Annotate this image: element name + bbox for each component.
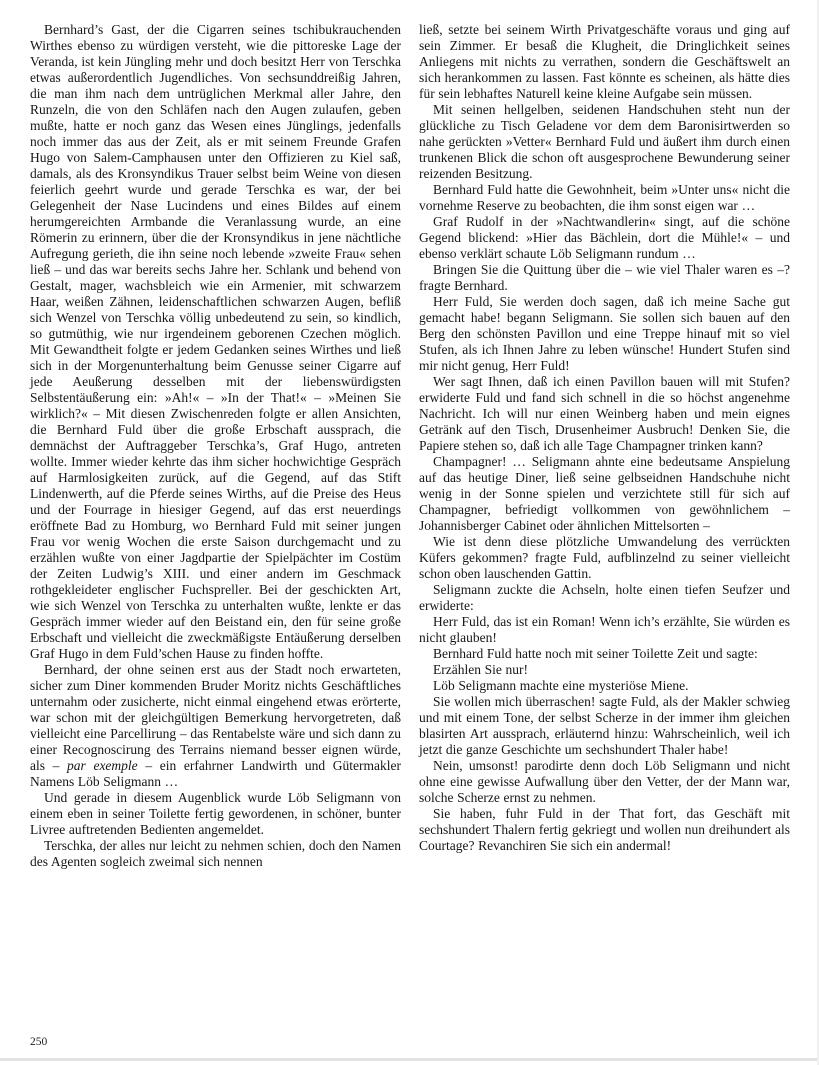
text-run: Erzählen Sie nur! [433,662,529,677]
text-run: Bernhard, der ohne seinen erst aus der Stadt noch erwarteten, sicher zum Diner kommenden Bruder Moritz nichts Geschäftliches unternahm oder zusicherte, nicht einmal eingehend etwas erörterte, war schon mit der gleichgültigen Bemerkung hervorgetreten, daß vielleicht eine Parcellirung – das Rentabelste wäre und sich dann zu einer Recognoscirung des Terrains niemand besser eignen würde, als – [30,662,401,773]
text-run: Graf Rudolf in der »Nachtwandlerin« singt, auf die schöne Gegend blickend: »Hier das Bächlein, dort die Mühle!« – und ebenso verklärt schaute Löb Seligmann rundum … [419,214,790,261]
paragraph [419,806,790,854]
paragraph [419,582,790,614]
paragraph [419,694,790,758]
paragraph [419,662,790,678]
paragraph [419,102,790,182]
text-run: Herr Fuld, Sie werden doch sagen, daß ich meine Sache gut gemacht habe! begann Seligmann. Sie sollen sich bauen auf den Berg den schönsten Pavillon und eine Treppe hinauf mit so viel Stufen, als ich Ihnen Jahre zu leben wünsche! Hundert Stufen sind mir nicht genug, Herr Fuld! [419,294,790,373]
italic-text-run: par exemple [67,758,138,773]
column-right [419,22,790,870]
text-run: Nein, umsonst! parodirte denn doch Löb Seligmann und nicht ohne eine gewisse Aufwallung über den Vetter, der der Mann war, solche Scherze ernst zu nehmen. [419,758,790,805]
paragraph [419,374,790,454]
text-run: Sie haben, fuhr Fuld in der That fort, das Geschäft mit sechshundert Thalern fertig gekriegt und wollen nun dreihundert als Courtage? Revanchiren Sie sich ein andermal! [419,806,790,853]
text-run: ließ, setzte bei seinem Wirth Privatgeschäfte voraus und ging auf sein Zimmer. Er besaß die Klugheit, die Dringlichkeit seines Anliegens mit nichts zu verrathen, sondern die Geschäftswelt an sich herankommen zu lassen. Fast könnte es scheinen, als hätte dies für sein lebhaftes Naturell keine kleine Aufgabe sein müssen. [419,22,790,101]
column-left [30,22,401,870]
text-run: Champagner! … Seligmann ahnte eine bedeutsame Anspielung auf das heutige Diner, ließ seine gelbseidnen Handschuhe nicht wenig in der Sonne spielen und verzichtete still für sich auf Champagner, befriedigt vollkommen von gewöhnlichem – Johannisberger Cabinet oder ähnlichen Mittelsorten – [419,454,790,533]
paragraph [30,662,401,790]
text-run: Bringen Sie die Quittung über die – wie viel Thaler waren es –? fragte Bernhard. [419,262,790,293]
text-run: Bernhard Fuld hatte noch mit seiner Toilette Zeit und sagte: [433,646,758,661]
paragraph [30,22,401,662]
paragraph [419,294,790,374]
paragraph [419,534,790,582]
paragraph [419,182,790,214]
paragraph [30,790,401,838]
paragraph [419,22,790,102]
text-run: Seligmann zuckte die Achseln, holte einen tiefen Seufzer und erwiderte: [419,582,790,613]
paragraph [419,646,790,662]
paragraph [419,758,790,806]
text-run: Sie wollen mich überraschen! sagte Fuld, als der Makler schwieg und mit einem Tone, der selbst Scherze in der immer ihm gleichen blasirten Art aussprach, erläuternd hinzu: Wahrscheinlich, weil ich jetzt die ganze Geschichte um sechshundert Thaler habe! [419,694,790,757]
paragraph [419,214,790,262]
text-run: Bernhard’s Gast, der die Cigarren seines tschibukrauchenden Wirthes ebenso zu würdigen versteht, wie die pittoreske Lage der Veranda, ist kein Jüngling mehr und doch besitzt Herr von Terschka etwas außerordentlich Jugendliches. Von sechsunddreißig Jahren, die man ihm nach dem untrüglichen Merkmal aller Jahre, den Runzeln, die von den Schläfen nach den Augen zulaufen, geben mußte, hatte er noch ganz das Wesen eines Jünglings, jedenfalls noch immer das aus der Zeit, als er mit seinem Freunde Grafen Hugo von Salem-Camphausen unter den Offizieren zu Kiel saß, damals, als des Kronsyndikus Trauer selbst beim Weine von diesen feierlich geehrt wurde und gerade Terschka es war, der bei Gelegenheit der Nase Lucindens und eines Bildes auf einem herumgereichten Armbande die Veranlassung wurde, an eine Römerin zu erinnern, über die der Kronsyndikus in jene nächtliche Aufregung gerieth, die ihn seine noch lebende »zweite Frau« sehen ließ – und das war bereits sechs Jahre her. Schlank und behend von Gestalt, mager, wachsbleich wie ein Armenier, mit schwarzem Haar, weißen Zähnen, leidenschaftlichen schwarzen Augen, befliß sich Wenzel von Terschka völlig unbedeutend zu sein, so kindlich, so gutmüthig, wie nur irgendeinem geborenen Czechen möglich. Mit Gewandtheit folgte er jedem Gedanken seines Wirthes und ließ sich in der Morgenunterhaltung beim Genusse seiner Cigarre auf jede Aeußerung desselben mit der liebenswürdigsten Selbstentäußerung ein: »Ah!« – »In der That!« – »Meinen Sie wirklich?« – Mit diesen Zwischenreden folgte er allen Ansichten, die Bernhard Fuld über die große Erbschaft aussprach, die demnächst der Auftraggeber Terschka’s, Graf Hugo, antreten wollte. Immer wieder kehrte das ihm sicher hochwichtige Gespräch auf Harmlosigkeiten zurück, auf die Gegend, auf das Stift Lindenwerth, auf die Pferde seines Wirths, auf die Preise des Heus und der Fourrage in hiesiger Gegend, auf das erst neuerdings eröffnete Bad zu Homburg, wo Bernhard Fuld mit seiner jungen Frau vor wenig Wochen die erste Saison durchgemacht und zu erzählen wußte von einer Jagdpartie der Spielpächter im Costüm der Zeiten Ludwig’s XIII. und einer andern im Geschmack rothgekleideter englischer Fuchspreller. Bei der geschickten Art, wie sich Wenzel von Terschka zu unterhalten wußte, lenkte er das Gespräch immer wieder auf den Beistand ein, den für seine große Erbschaft und vielleicht die zweckmäßigste Entäußerung derselben Graf Hugo in dem Fuld’schen Hause zu finden hoffte. [30,22,401,661]
text-run: Und gerade in diesem Augenblick wurde Löb Seligmann von einem eben in seiner Toilette fertig gewordenen, in schöner, bunter Livree auftretenden Bedienten angemeldet. [30,790,401,837]
paragraph [419,454,790,534]
text-run: Löb Seligmann machte eine mysteriöse Miene. [433,678,689,693]
text-run: – ein erfahrner Landwirth und Gütermakler Namens Löb Seligmann … [30,758,401,789]
paragraph [419,262,790,294]
text-run: Mit seinen hellgelben, seidenen Handschuhen steht nun der glückliche zu Tisch Geladene vor dem dem Baronisirtwerden so nahe gerückten »Vetter« Bernhard Fuld und äußert ihm durch einen trunkenen Blick die schon oft ausgesprochene Bewunderung seiner reizenden Besitzung. [419,102,790,181]
scan-edge-bottom [0,1058,819,1061]
book-page-text-area [30,22,790,870]
text-run: Bernhard Fuld hatte die Gewohnheit, beim »Unter uns« nicht die vornehme Reserve zu beobachten, die ihm sonst eigen war … [419,182,790,213]
text-run: Terschka, der alles nur leicht zu nehmen schien, doch den Namen des Agenten sogleich zweimal sich nennen [30,838,401,869]
paragraph [419,678,790,694]
paragraph [419,614,790,646]
text-run: Wie ist denn diese plötzliche Umwandelung des verrückten Küfers gekommen? fragte Fuld, aufblinzelnd zu seiner vielleicht schon oben lauschenden Gattin. [419,534,790,581]
page-number: 250 [30,1036,48,1048]
text-run: Wer sagt Ihnen, daß ich einen Pavillon bauen will mit Stufen? erwiderte Fuld und fand sich schnell in die so höchst angenehme Nachricht. Ich will nur einen Weinberg haben und mein eignes Getränk auf den Tisch, Drusenheimer Ausbruch! Denken Sie, die Papiere stehen so, daß ich alle Tage Champagner trinken kann? [419,374,790,453]
text-run: Herr Fuld, das ist ein Roman! Wenn ich’s erzählte, Sie würden es nicht glauben! [419,614,790,645]
paragraph [30,838,401,870]
